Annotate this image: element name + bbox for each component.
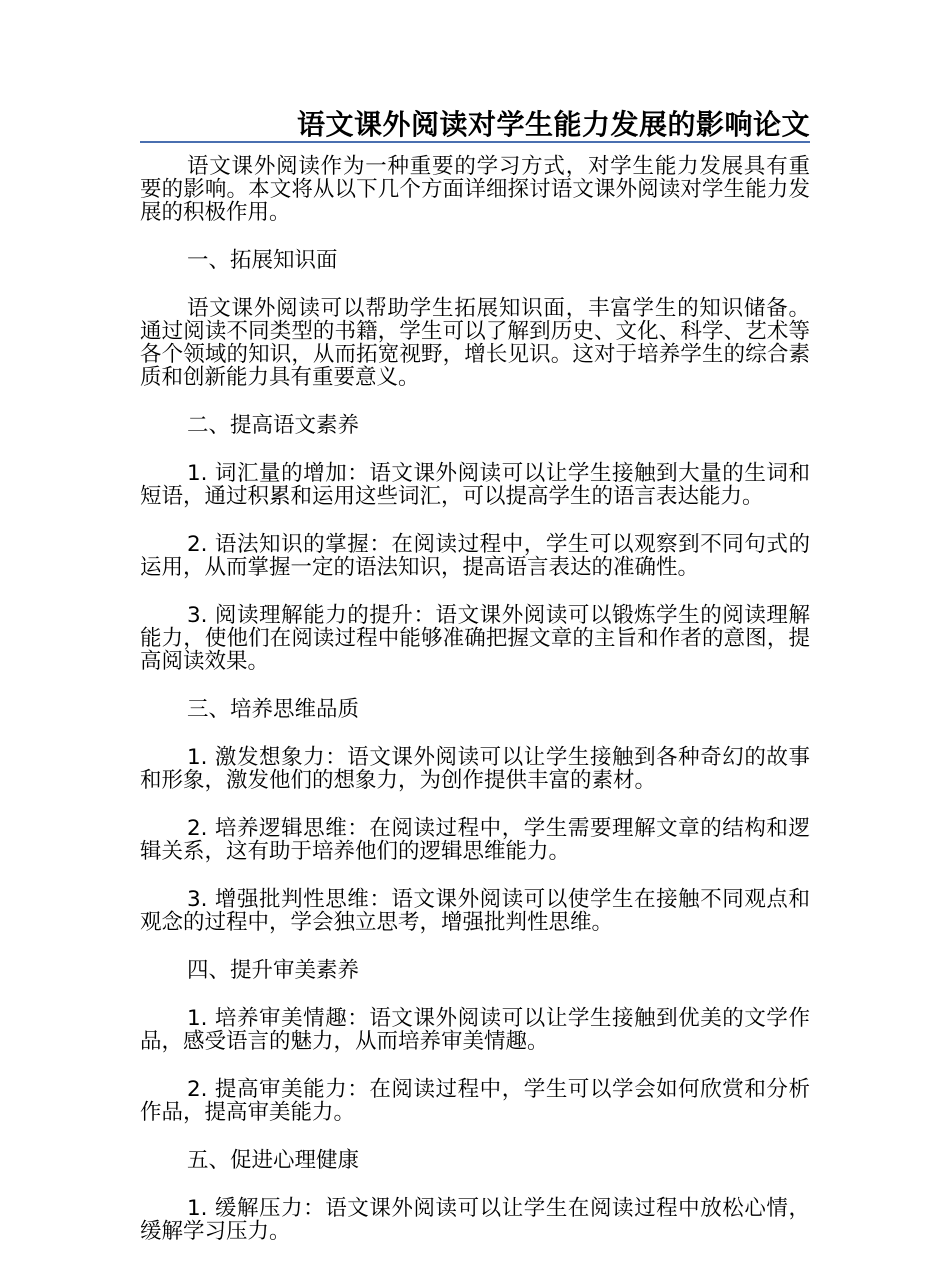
list-paragraph: 1. 缓解压力：语文课外阅读可以让学生在阅读过程中放松心情，缓解学习压力。 xyxy=(140,1196,810,1244)
document-title: 语文课外阅读对学生能力发展的影响论文 xyxy=(296,108,810,141)
list-paragraph: 1. 激发想象力：语文课外阅读可以让学生接触到各种奇幻的故事和形象，激发他们的想象力，为创作提供丰富的素材。 xyxy=(140,745,810,793)
list-paragraph: 1. 词汇量的增加：语文课外阅读可以让学生接触到大量的生词和短语，通过积累和运用这些词汇，可以提高学生的语言表达能力。 xyxy=(140,461,810,509)
document-body xyxy=(140,155,810,1268)
section-heading: 一、拓展知识面 xyxy=(187,248,338,273)
list-paragraph: 2. 培养逻辑思维：在阅读过程中，学生需要理解文章的结构和逻辑关系，这有助于培养他们的逻辑思维能力。 xyxy=(140,816,810,864)
section-heading: 五、促进心理健康 xyxy=(187,1148,360,1173)
list-paragraph: 3. 增强批判性思维：语文课外阅读可以使学生在接触不同观点和观念的过程中，学会独立思考，增强批判性思维。 xyxy=(140,887,810,935)
title-underline xyxy=(140,141,810,143)
body-paragraph: 语文课外阅读可以帮助学生拓展知识面，丰富学生的知识储备。通过阅读不同类型的书籍，学生可以了解到历史、文化、科学、艺术等各个领域的知识，从而拓宽视野，增长见识。这对于培养学生的综合素质和创新能力具有重要意义。 xyxy=(140,296,810,390)
intro-paragraph: 语文课外阅读作为一种重要的学习方式，对学生能力发展具有重要的影响。本文将从以下几个方面详细探讨语文课外阅读对学生能力发展的积极作用。 xyxy=(140,154,810,225)
list-paragraph: 3. 阅读理解能力的提升：语文课外阅读可以锻炼学生的阅读理解能力，使他们在阅读过程中能够准确把握文章的主旨和作者的意图，提高阅读效果。 xyxy=(140,603,810,674)
list-paragraph: 2. 提高审美能力：在阅读过程中，学生可以学会如何欣赏和分析作品，提高审美能力。 xyxy=(140,1077,810,1125)
section-heading: 四、提升审美素养 xyxy=(187,958,360,983)
section-heading: 二、提高语文素养 xyxy=(187,413,360,438)
list-paragraph: 1. 培养审美情趣：语文课外阅读可以让学生接触到优美的文学作品，感受语言的魅力，从而培养审美情趣。 xyxy=(140,1006,810,1054)
section-heading: 三、培养思维品质 xyxy=(187,697,360,722)
list-paragraph: 2. 语法知识的掌握：在阅读过程中，学生可以观察到不同句式的运用，从而掌握一定的语法知识，提高语言表达的准确性。 xyxy=(140,532,810,580)
